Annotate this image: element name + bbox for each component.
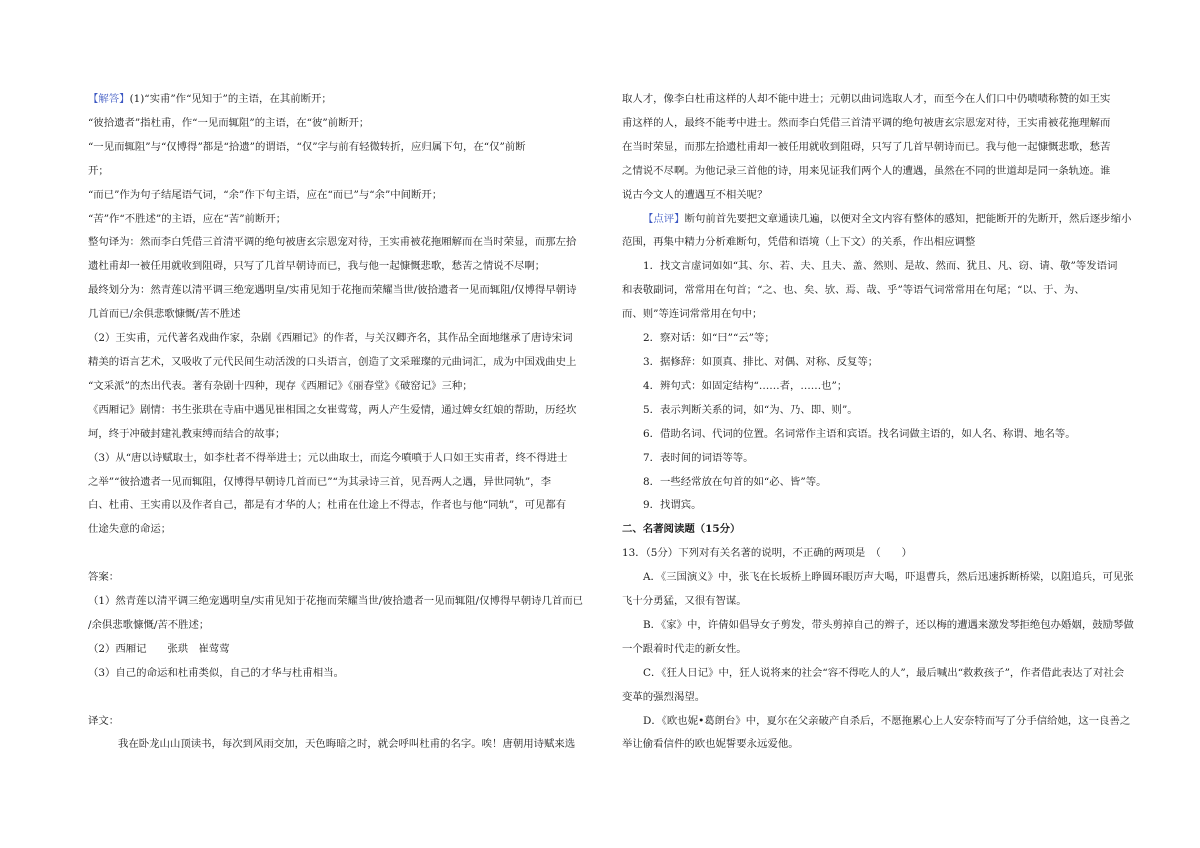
left-line [88, 423, 588, 447]
left-line [88, 638, 588, 662]
left-line [88, 279, 588, 303]
right-line [622, 279, 1127, 303]
line-text: 2．察对话：如“曰”“云”等； [643, 332, 775, 345]
left-line [88, 662, 588, 686]
line-text: 精美的语言艺术，又吸收了元代民间生动活泼的口头语言，创造了文采璀璨的元曲词汇，成为中国戏曲史上 [88, 355, 577, 368]
line-text: 4．辨句式：如固定结构“……者，……也”； [643, 379, 848, 392]
left-line [88, 566, 588, 590]
line-text: （3）从“唐以诗赋取士，如李杜者不得举进士；元以曲取士，而迄今噴噴于人口如王实甫者，终不得进士 [88, 451, 568, 464]
left-line [88, 614, 588, 638]
right-line [622, 160, 1127, 184]
left-line [88, 255, 588, 279]
line-text: 在当时荣显，而那左拾遗杜甫却一被任用就收到阻碍，只写了几首早朝诗而已。我与他一起慷慨悲歌，愁苦 [622, 140, 1111, 153]
line-text: 范围，再集中精力分析难断句，凭借和语境（上下文）的关系，作出相应调整 [622, 236, 976, 249]
line-text: 5．表示判断关系的词，如“为、乃、即、则”。 [643, 403, 858, 416]
right-line [622, 447, 1127, 471]
left-line [88, 327, 588, 351]
line-text: 而、则”等连词常常用在句中； [622, 308, 763, 321]
left-line [88, 471, 588, 495]
right-line [622, 208, 1132, 232]
section-tag: 【解答】 [88, 93, 130, 105]
right-line [622, 303, 1127, 327]
line-text: （2）西厢记 张珙 崔莺莺 [88, 642, 230, 655]
line-text: B．《家》中，许倩如倡导女子剪发，带头剪掉自己的辫子，还以梅的遭遇来激发琴拒绝包办婚姻，鼓励琴做 [643, 618, 1134, 631]
left-line [88, 184, 588, 208]
line-text: C．《狂人日记》中，狂人说将来的社会“容不得吃人的人”，最后喊出“救救孩子”，作者借此表达了对社会 [643, 666, 1125, 679]
line-text: 仕途失意的命运； [88, 523, 172, 536]
line-text: “苦”作“不胜述”的主语，应在“苦”前断开； [88, 212, 287, 225]
line-text: 译文： [88, 714, 120, 727]
line-text: 我在卧龙山山顶读书，每次到风雨交加，天色晦暗之时，就会呼叫杜甫的名字。唉！唐朝用诗赋来选 [118, 738, 576, 751]
left-line [88, 112, 588, 136]
line-text: （1）然青莲以清平调三绝宠遇明皇/实甫见知于花拖而荣耀当世/彼拾遗者一见而辄阻/仅博得早朝诗几首而已 [88, 595, 584, 608]
right-line [622, 375, 1127, 399]
line-text: 断句前首先要把文章通读几遍，以便对全文内容有整体的感知，把能断开的先断开，然后逐步缩小 [684, 212, 1132, 225]
right-line [622, 88, 1127, 112]
right-line [622, 255, 1127, 279]
right-line [622, 327, 1127, 351]
line-text: 几首而已/余俱悲歌慷慨/苦不胜述 [88, 308, 241, 321]
line-text: “而已”作为句子结尾语气词，“余”作下句主语，应在“而已”与“余”中间断开； [88, 188, 443, 201]
line-text: A．《三国演义》中，张飞在长坂桥上睁圆环眼厉声大喝，吓退曹兵，然后迅速拆断桥梁，以阻追兵，可见张 [643, 571, 1134, 584]
left-line [88, 88, 588, 112]
line-text: 白、杜甫、王实甫以及作者自己，都是有才华的人；杜甫在仕途上不得志，作者也与他“同轨”，可见都有 [88, 499, 567, 512]
right-line [622, 542, 1127, 566]
line-text: 举让偷看信件的欧也妮誓要永远爱他。 [622, 738, 799, 751]
line-text: 和表敬副词，常常用在句首；“之、也、矣、欤、焉、哉、乎”等语气词常常用在句尾；“以、于、为、 [622, 284, 1085, 297]
line-text: 二、名著阅读题（15分） [622, 523, 741, 536]
line-text: 9．找谓宾。 [643, 499, 702, 512]
right-line [622, 423, 1127, 447]
line-text: 取人才，像李白杜甫这样的人却不能中进士；元朝以曲词选取人才，而至今在人们口中仍啧啧称赞的如王实 [622, 93, 1111, 105]
line-text: （3）自己的命运和杜甫类似，自己的才华与杜甫相当。 [88, 666, 344, 679]
right-line [622, 184, 1127, 208]
right-line [622, 638, 1127, 662]
line-text: 变革的强烈渴望。 [622, 690, 706, 703]
left-line [88, 733, 588, 757]
line-text: 13．（5分）下列对有关名著的说明，不正确的两项是 （ ） [622, 547, 912, 560]
left-line [88, 399, 588, 423]
right-line [622, 351, 1127, 375]
left-line [88, 351, 588, 375]
line-text: 3．据修辞：如顶真、排比、对偶、对称、反复等； [643, 355, 879, 368]
right-line [622, 471, 1127, 495]
right-column [622, 88, 1134, 757]
right-line [622, 494, 1127, 518]
line-text: “文采派”的杰出代表。著有杂剧十四种，现存《西厢记》《丽春堂》《破窑记》三种； [88, 379, 473, 392]
right-line [622, 399, 1127, 423]
line-text: 6．借助名词、代词的位置。名词常作主语和宾语。找名词做主语的，如人名、称谓、地名等。 [643, 427, 1076, 440]
line-text: 7．表时间的词语等等。 [643, 451, 754, 464]
right-line [622, 136, 1127, 160]
left-line [88, 590, 588, 614]
left-line [88, 518, 588, 542]
left-line [88, 303, 588, 327]
right-line [622, 112, 1127, 136]
line-text: 甫这样的人，最终不能考中进士。然而李白凭借三首清平调的绝句被唐玄宗恩宠对待，王实甫被花拖理解而 [622, 116, 1111, 129]
left-line [88, 208, 588, 232]
line-text: 坷，终于冲破封建礼教束缚而结合的故事； [88, 427, 286, 440]
line-text: (1)“实甫”作“见知于”的主语，在其前断开； [129, 93, 332, 105]
line-text: 一个跟着时代走的新女性。 [622, 642, 747, 655]
line-text: 整句译为：然而李白凭借三首清平调的绝句被唐玄宗恩宠对待，王实甫被花拖厢解而在当时荣显，而那左拾 [88, 236, 577, 249]
line-text: 开； [88, 164, 109, 177]
left-line [88, 231, 588, 255]
line-text: 之举”“彼拾遗者一见而辄阻，仅博得早朝诗几首而已”“为其录诗三首，见吾两人之遇，异世同轨”，李 [88, 475, 551, 488]
right-line [622, 733, 1127, 757]
left-line [88, 160, 588, 184]
right-line [622, 231, 1127, 255]
left-column [88, 88, 588, 757]
right-line [622, 710, 1131, 734]
right-line [622, 566, 1134, 590]
line-text: D．《欧也妮•葛朗台》中，夏尔在父亲破产自杀后，不愿拖累心上人安奈特而写了分手信给她，这一良善之 [643, 714, 1131, 727]
line-text: 飞十分勇猛，又很有智谋。 [622, 595, 747, 608]
line-text: 之情说不尽啊。为他记录三首他的诗，用来见证我们两个人的遭遇，虽然在不同的世道却是同一条轨迹。谁 [622, 164, 1111, 177]
line-text: 答案： [88, 571, 120, 584]
left-line [88, 136, 588, 160]
right-line [622, 518, 1127, 542]
line-text: 《西厢记》剧情：书生张珙在寺庙中遇见崔相国之女崔莺莺，两人产生爱情，通过婢女红娘的帮助，历经坎 [88, 403, 577, 416]
right-line [622, 686, 1127, 710]
right-line [622, 614, 1134, 638]
line-text: /余俱悲歌慷慨/苦不胜述； [88, 618, 210, 631]
line-text: “彼拾遗者”指杜甫，作“一见而辄阻”的主语，在“彼”前断开； [88, 116, 370, 129]
line-text: 遗杜甫却一被任用就收到阻碍，只写了几首早朝诗而已，我与他一起慷慨悲歌，愁苦之情说不尽啊； [88, 260, 546, 273]
line-text: “一见而辄阻”与“仅博得”都是“拾遗”的谓语，“仅”字与前有轻微转折，应归属下句，在“仅”前断 [88, 140, 526, 153]
line-text: 1．找文言虚词如如“其、尔、若、夫、且夫、盖、然则、是故、然而、犹且、凡、窃、请、敬”等发语词 [643, 260, 1118, 273]
line-text: 说古今文人的遭遇互不相关呢？ [622, 188, 768, 201]
left-line [88, 686, 588, 710]
section-tag: 【点评】 [643, 212, 685, 225]
line-text: （2）王实甫，元代著名戏曲作家，杂剧《西厢记》的作者，与关汉卿齐名，其作品全面地继承了唐诗宋词 [88, 332, 573, 345]
left-line [88, 375, 588, 399]
left-line [88, 494, 588, 518]
left-line [88, 542, 588, 566]
left-line [88, 447, 588, 471]
line-text: 最终划分为：然青莲以清平调三绝宠遇明皇/实甫见知于花拖而荣耀当世/彼拾遗者一见而辄阻/仅博得早朝诗 [88, 284, 577, 297]
left-line [88, 710, 588, 734]
right-line [622, 590, 1127, 614]
right-line [622, 662, 1127, 686]
line-text: 8．一些经常放在句首的如“必、皆”等。 [643, 475, 827, 488]
